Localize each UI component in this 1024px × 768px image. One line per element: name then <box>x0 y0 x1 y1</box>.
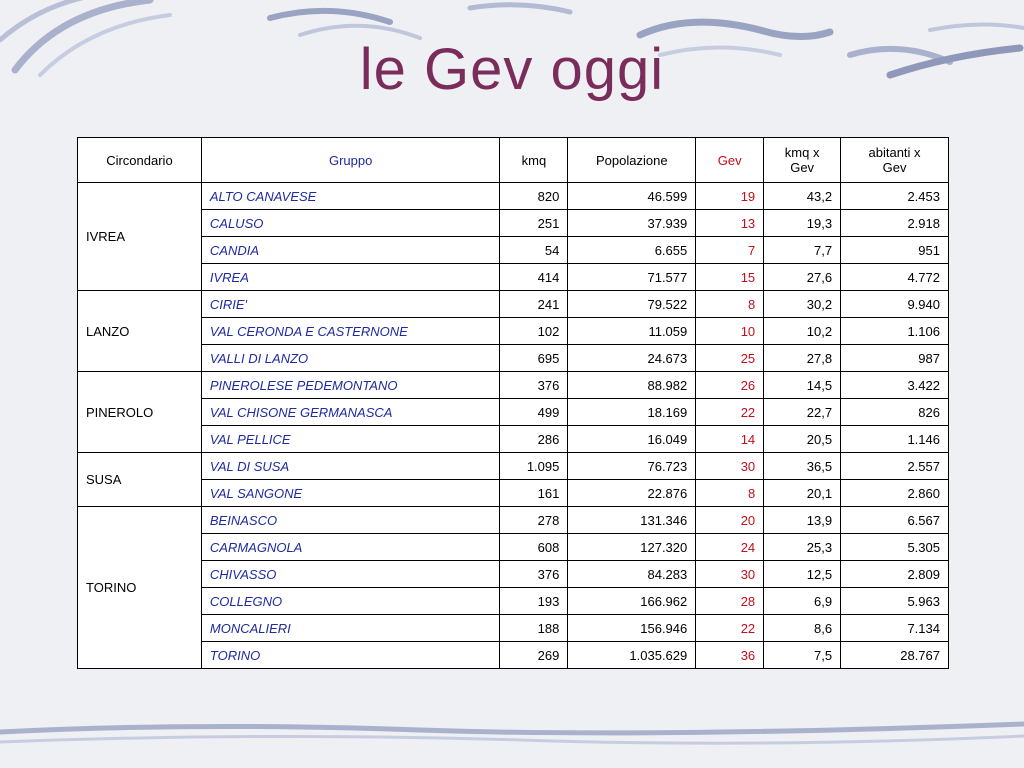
abitanti-per-gev-cell: 826 <box>841 399 949 426</box>
kmq-per-gev-cell: 25,3 <box>764 534 841 561</box>
table-row <box>78 642 949 669</box>
gruppo-cell: VAL CERONDA E CASTERNONE <box>201 318 500 345</box>
gev-cell: 36 <box>696 642 764 669</box>
popolazione-cell: 46.599 <box>568 183 696 210</box>
popolazione-cell: 18.169 <box>568 399 696 426</box>
header-circondario: Circondario <box>78 138 202 183</box>
popolazione-cell: 76.723 <box>568 453 696 480</box>
kmq-per-gev-cell: 13,9 <box>764 507 841 534</box>
gruppo-cell: BEINASCO <box>201 507 500 534</box>
kmq-per-gev-cell: 22,7 <box>764 399 841 426</box>
popolazione-cell: 11.059 <box>568 318 696 345</box>
popolazione-cell: 24.673 <box>568 345 696 372</box>
header-abitanti-per-gev: abitanti x Gev <box>841 138 949 183</box>
table-row <box>78 372 949 399</box>
gev-cell: 24 <box>696 534 764 561</box>
gruppo-cell: CARMAGNOLA <box>201 534 500 561</box>
kmq-cell: 820 <box>500 183 568 210</box>
header-popolazione: Popolazione <box>568 138 696 183</box>
table-row <box>78 345 949 372</box>
gev-cell: 7 <box>696 237 764 264</box>
abitanti-per-gev-cell: 2.557 <box>841 453 949 480</box>
abitanti-per-gev-cell: 2.453 <box>841 183 949 210</box>
abitanti-per-gev-cell: 7.134 <box>841 615 949 642</box>
kmq-cell: 695 <box>500 345 568 372</box>
abitanti-per-gev-cell: 2.809 <box>841 561 949 588</box>
kmq-cell: 608 <box>500 534 568 561</box>
gev-cell: 30 <box>696 561 764 588</box>
gev-cell: 8 <box>696 480 764 507</box>
kmq-cell: 102 <box>500 318 568 345</box>
kmq-cell: 241 <box>500 291 568 318</box>
table-row <box>78 534 949 561</box>
gev-cell: 25 <box>696 345 764 372</box>
gruppo-cell: ALTO CANAVESE <box>201 183 500 210</box>
header-kmq-per-gev: kmq x Gev <box>764 138 841 183</box>
kmq-per-gev-cell: 30,2 <box>764 291 841 318</box>
popolazione-cell: 84.283 <box>568 561 696 588</box>
table-row <box>78 480 949 507</box>
abitanti-per-gev-cell: 5.963 <box>841 588 949 615</box>
kmq-per-gev-cell: 7,5 <box>764 642 841 669</box>
gev-cell: 26 <box>696 372 764 399</box>
kmq-cell: 286 <box>500 426 568 453</box>
kmq-per-gev-cell: 36,5 <box>764 453 841 480</box>
abitanti-per-gev-cell: 1.146 <box>841 426 949 453</box>
kmq-cell: 188 <box>500 615 568 642</box>
abitanti-per-gev-cell: 4.772 <box>841 264 949 291</box>
abitanti-per-gev-cell: 1.106 <box>841 318 949 345</box>
gruppo-cell: VAL PELLICE <box>201 426 500 453</box>
table-row <box>78 615 949 642</box>
gev-cell: 30 <box>696 453 764 480</box>
abitanti-per-gev-cell: 2.860 <box>841 480 949 507</box>
abitanti-per-gev-cell: 28.767 <box>841 642 949 669</box>
gruppo-cell: IVREA <box>201 264 500 291</box>
gev-cell: 19 <box>696 183 764 210</box>
gruppo-cell: CIRIE' <box>201 291 500 318</box>
gev-cell: 10 <box>696 318 764 345</box>
gev-table <box>77 137 949 669</box>
table-row <box>78 453 949 480</box>
kmq-cell: 376 <box>500 372 568 399</box>
popolazione-cell: 1.035.629 <box>568 642 696 669</box>
table-row <box>78 183 949 210</box>
gev-cell: 28 <box>696 588 764 615</box>
table-row <box>78 561 949 588</box>
popolazione-cell: 131.346 <box>568 507 696 534</box>
gev-cell: 15 <box>696 264 764 291</box>
gruppo-cell: CHIVASSO <box>201 561 500 588</box>
header-kmq: kmq <box>500 138 568 183</box>
kmq-cell: 278 <box>500 507 568 534</box>
gruppo-cell: VAL DI SUSA <box>201 453 500 480</box>
kmq-per-gev-cell: 27,6 <box>764 264 841 291</box>
table-row <box>78 210 949 237</box>
abitanti-per-gev-cell: 2.918 <box>841 210 949 237</box>
abitanti-per-gev-cell: 5.305 <box>841 534 949 561</box>
table-row <box>78 318 949 345</box>
kmq-cell: 161 <box>500 480 568 507</box>
gruppo-cell: VAL CHISONE GERMANASCA <box>201 399 500 426</box>
kmq-per-gev-cell: 8,6 <box>764 615 841 642</box>
popolazione-cell: 156.946 <box>568 615 696 642</box>
table-row <box>78 507 949 534</box>
kmq-cell: 499 <box>500 399 568 426</box>
circondario-cell: SUSA <box>78 453 202 507</box>
kmq-cell: 1.095 <box>500 453 568 480</box>
popolazione-cell: 16.049 <box>568 426 696 453</box>
circondario-cell: IVREA <box>78 183 202 291</box>
popolazione-cell: 22.876 <box>568 480 696 507</box>
table-row <box>78 264 949 291</box>
header-gruppo: Gruppo <box>201 138 500 183</box>
kmq-per-gev-cell: 7,7 <box>764 237 841 264</box>
kmq-cell: 414 <box>500 264 568 291</box>
kmq-per-gev-cell: 14,5 <box>764 372 841 399</box>
table-row <box>78 291 949 318</box>
header-gev: Gev <box>696 138 764 183</box>
table-header-row <box>78 138 949 183</box>
circondario-cell: LANZO <box>78 291 202 372</box>
kmq-per-gev-cell: 10,2 <box>764 318 841 345</box>
kmq-per-gev-cell: 20,1 <box>764 480 841 507</box>
table-row <box>78 588 949 615</box>
gruppo-cell: VALLI DI LANZO <box>201 345 500 372</box>
gev-cell: 22 <box>696 399 764 426</box>
gruppo-cell: CALUSO <box>201 210 500 237</box>
popolazione-cell: 6.655 <box>568 237 696 264</box>
kmq-per-gev-cell: 20,5 <box>764 426 841 453</box>
circondario-cell: PINEROLO <box>78 372 202 453</box>
gev-cell: 14 <box>696 426 764 453</box>
gruppo-cell: CANDIA <box>201 237 500 264</box>
gev-cell: 13 <box>696 210 764 237</box>
gev-cell: 20 <box>696 507 764 534</box>
popolazione-cell: 166.962 <box>568 588 696 615</box>
kmq-cell: 193 <box>500 588 568 615</box>
gruppo-cell: MONCALIERI <box>201 615 500 642</box>
gev-cell: 8 <box>696 291 764 318</box>
abitanti-per-gev-cell: 9.940 <box>841 291 949 318</box>
gruppo-cell: TORINO <box>201 642 500 669</box>
popolazione-cell: 127.320 <box>568 534 696 561</box>
kmq-cell: 376 <box>500 561 568 588</box>
abitanti-per-gev-cell: 3.422 <box>841 372 949 399</box>
abitanti-per-gev-cell: 987 <box>841 345 949 372</box>
kmq-per-gev-cell: 19,3 <box>764 210 841 237</box>
table-row <box>78 399 949 426</box>
kmq-per-gev-cell: 43,2 <box>764 183 841 210</box>
table-row <box>78 426 949 453</box>
popolazione-cell: 88.982 <box>568 372 696 399</box>
gruppo-cell: VAL SANGONE <box>201 480 500 507</box>
gev-cell: 22 <box>696 615 764 642</box>
kmq-per-gev-cell: 27,8 <box>764 345 841 372</box>
kmq-cell: 54 <box>500 237 568 264</box>
kmq-per-gev-cell: 12,5 <box>764 561 841 588</box>
table-row <box>78 237 949 264</box>
abitanti-per-gev-cell: 6.567 <box>841 507 949 534</box>
popolazione-cell: 37.939 <box>568 210 696 237</box>
popolazione-cell: 79.522 <box>568 291 696 318</box>
gruppo-cell: COLLEGNO <box>201 588 500 615</box>
kmq-cell: 269 <box>500 642 568 669</box>
popolazione-cell: 71.577 <box>568 264 696 291</box>
gruppo-cell: PINEROLESE PEDEMONTANO <box>201 372 500 399</box>
kmq-cell: 251 <box>500 210 568 237</box>
circondario-cell: TORINO <box>78 507 202 669</box>
page-title: le Gev oggi <box>359 37 665 102</box>
kmq-per-gev-cell: 6,9 <box>764 588 841 615</box>
abitanti-per-gev-cell: 951 <box>841 237 949 264</box>
